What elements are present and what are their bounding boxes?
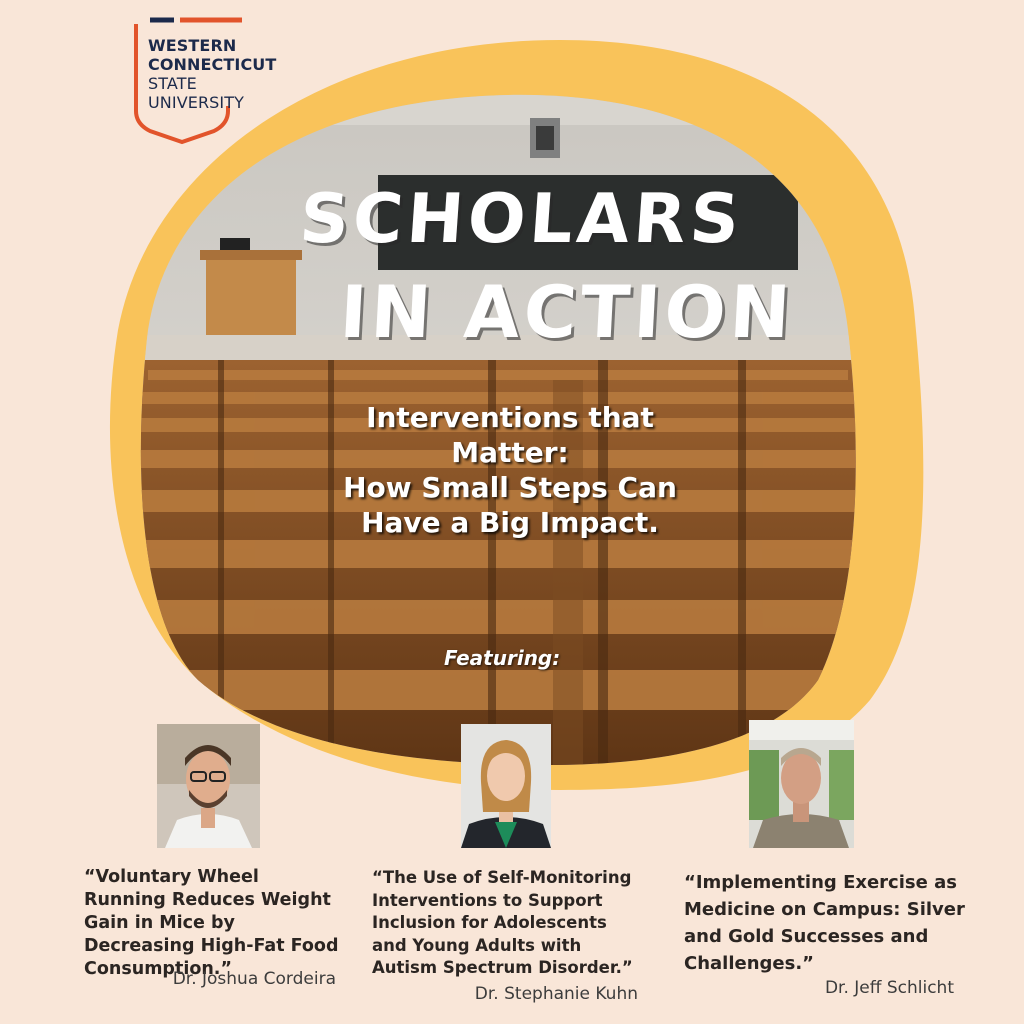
- logo-line-1: WESTERN: [148, 36, 237, 55]
- wcsu-logo: [132, 16, 292, 146]
- speaker-name-3: Dr. Jeff Schlicht: [824, 978, 954, 998]
- talk-title-1: “Voluntary Wheel Running Reduces Weight Gain in Mice by Decreasing High-Fat Food Consumption.”: [84, 867, 339, 979]
- subtitle-line-2: Matter:: [451, 436, 569, 469]
- logo-line-3: STATE: [148, 74, 197, 93]
- speaker-name-2: Dr. Stephanie Kuhn: [474, 984, 638, 1004]
- portrait-joshua-cordeira: [157, 724, 260, 848]
- featuring-label: Featuring:: [444, 646, 561, 670]
- portrait-stephanie-kuhn: [461, 724, 551, 848]
- talk-title-2: “The Use of Self-Monitoring Interventions to Support Inclusion for Adolescents and Young Adults with Autism Spectrum Disorder.”: [372, 868, 633, 977]
- event-subtitle: [240, 400, 780, 540]
- logo-line-2: CONNECTICUT: [148, 55, 277, 74]
- logo-line-4: UNIVERSITY: [148, 93, 244, 112]
- title-scholars: SCHOLARS: [297, 180, 746, 259]
- subtitle-line-1: Interventions that: [366, 401, 654, 434]
- talk-title-3: “Implementing Exercise as Medicine on Campus: Silver and Gold Successes and Challenges.”: [684, 872, 965, 974]
- speaker-name-1: Dr. Joshua Cordeira: [172, 969, 336, 989]
- portrait-jeff-schlicht: [749, 720, 854, 848]
- subtitle-line-4: Have a Big Impact.: [361, 506, 659, 539]
- title-in-action: IN ACTION: [337, 270, 797, 354]
- subtitle-line-3: How Small Steps Can: [343, 471, 677, 504]
- logo-wordmark: [148, 36, 276, 112]
